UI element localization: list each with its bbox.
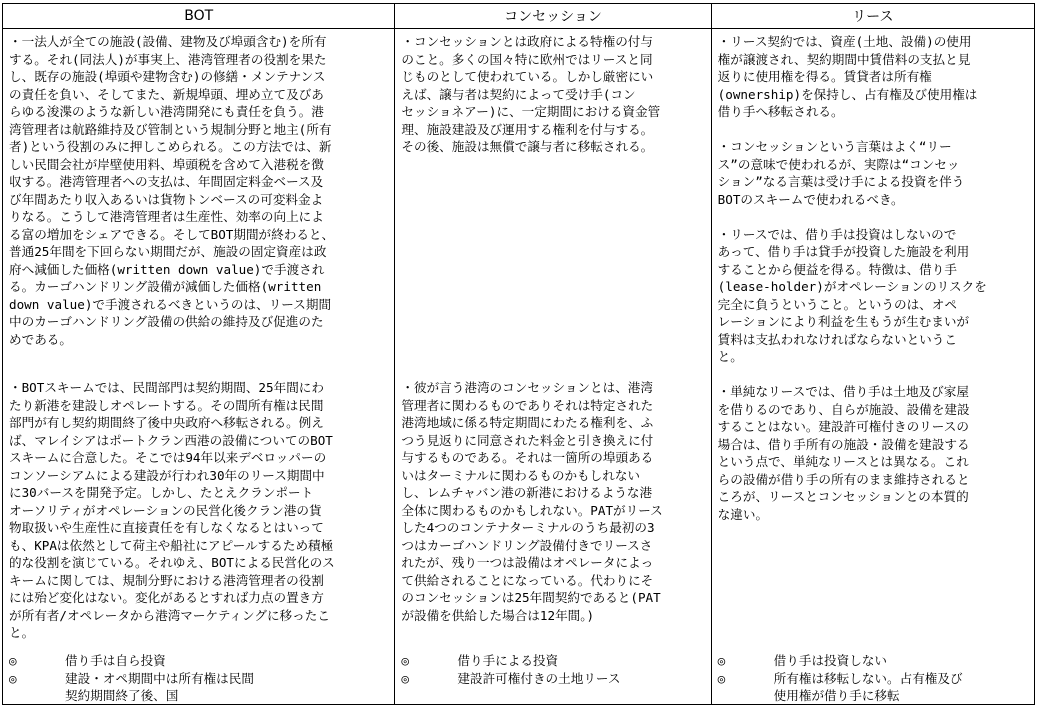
header-concession: コンセッション: [395, 4, 711, 29]
double-circle-icon: ◎: [9, 670, 17, 686]
text-line: することから便益を得る。特徴は、借り手: [717, 261, 957, 277]
text-line: スキームに合意した。そこでは94年以来デベロッパーの: [9, 450, 327, 465]
bullet-row: [9, 670, 390, 688]
text-line: の責任を負い、そしてまた、新規埠頭、埋め立て及びあ: [9, 86, 324, 102]
concession-para-2: [401, 379, 706, 624]
text-line: ば、マレイシアはポートクラン西港の設備についてのBOT: [9, 432, 333, 448]
bullet-row: [718, 652, 1030, 670]
double-circle-icon: ◎: [9, 653, 17, 668]
text-line: 賃料は支払われなければならないというこ: [717, 331, 957, 347]
text-line: 管理者に関わるものでありそれは特定された: [401, 397, 654, 413]
text-line: りなる。こうして港湾管理者は生産性、効率の向上によ: [9, 209, 324, 224]
double-circle-icon: ◎: [717, 653, 726, 668]
double-circle-icon: ◎: [401, 653, 409, 668]
text-line: ・彼が言う港湾のコンセッションとは、港湾: [401, 380, 653, 395]
text-line: も、KPAは依然として荷主や船社にアピールするため積極: [9, 537, 334, 553]
header-row: [3, 4, 1035, 29]
text-line: らゆる浚渫のような新しい港湾開発にも責任を負う。港: [9, 104, 324, 119]
text-line: 理、施設建設及び運用する権利を付与する。: [401, 121, 654, 137]
text-line: 返りに使用権を得る。賃貸者は所有権: [717, 69, 932, 84]
text-line: 収する。港湾管理者への支払は、年間固定料金ベース及: [9, 174, 324, 189]
text-line: れたが、残り一つは設備はオペレータによっ: [401, 555, 654, 570]
bullet-text: 契約期間終了後、国: [65, 688, 179, 703]
text-line: 的な役割を演じている。それゆえ、BOTによる民営化のス: [9, 555, 335, 570]
text-line: らの設備が借り手の所有のまま維持されると: [717, 471, 970, 487]
bullet-row: [9, 652, 390, 670]
text-line: することはない。建設許可権付きのリースの: [717, 419, 969, 434]
text-line: が設備を供給した場合は12年間。): [401, 607, 595, 623]
text-line: と。: [9, 625, 35, 640]
text-line: という点で、単純なリースとは異なる。これ: [717, 454, 969, 469]
lease-bullets: [718, 652, 1030, 705]
text-line: オーソリティがオペレーションの民営化後クラン港の貨: [9, 502, 322, 518]
text-line: 港湾地域に係る特定期間にわたる権利を、ふ: [401, 415, 654, 430]
paragraph-gap: [718, 121, 1030, 139]
paragraph-gap: [718, 208, 1030, 226]
text-line: あって、借り手は貸手が投資した施設を利用: [717, 244, 970, 259]
text-line: 府へ減価した価格(written down value)で手渡され: [9, 261, 325, 277]
bot-para-1: [3, 29, 394, 348]
text-line: セッショネアー)に、一定期間における資金管: [401, 104, 661, 119]
text-line: BOTのスキームで使われるべき。: [717, 191, 904, 207]
text-line: ころが、リースとコンセッションとの本質的: [717, 489, 969, 504]
text-line: 中のカーゴハンドリング設備の供給の維持及び促進のた: [9, 314, 324, 329]
text-line: つう見返りに同意された料金と引き換えに付: [401, 432, 654, 448]
text-line: ・リースでは、借り手は投資はしないので: [717, 226, 957, 242]
text-line: び年間あたり収入あるいは貨物トンベースの可変料金よ: [9, 191, 324, 207]
text-line: ス”の意味で使われるが、実際は“コンセッ: [717, 156, 960, 172]
header-lease: リース: [711, 4, 1034, 29]
text-line: が所有者/オペレータから港湾マーケティングに移ったこ: [9, 607, 330, 623]
text-line: いはターミナルに関わるものかもしれない: [401, 467, 641, 483]
text-line: と。: [717, 349, 743, 364]
text-line: のコンセッションは25年間契約であると(PAT: [401, 590, 661, 605]
text-line: キームに関しては、規制分野における港湾管理者の役割: [9, 572, 324, 588]
text-line: した4つのコンテナターミナルのうち最初の3: [401, 520, 655, 535]
text-line: し、レムチャバン港の新港におけるような港: [401, 485, 653, 500]
text-line: には殆ど変化はない。変化があるとすれば力点の置き方: [9, 590, 324, 605]
text-line: 完全に負うということ。というのは、オペ: [717, 296, 957, 312]
bullet-text: 借り手による投資: [457, 653, 559, 668]
text-line: 場合は、借り手所有の施設・設備を建設する: [717, 436, 970, 452]
text-line: レーションにより利益を生もうが生むまいが: [717, 314, 970, 329]
double-circle-icon: ◎: [717, 670, 726, 686]
text-line: 湾管理者は航路維持及び管制という規制分野と地主(所有: [9, 121, 332, 137]
text-line: ・コンセッションという言葉はよく“リー: [717, 139, 952, 154]
text-line: ・単純なリースでは、借り手は土地及び家屋: [717, 384, 969, 399]
header-bot: BOT: [3, 4, 395, 29]
text-line: えば、譲与者は契約によって受け手(コン: [401, 86, 636, 102]
text-line: 全体に関わるものかもしれない。PATがリース: [401, 502, 663, 518]
concession-bullets: [401, 652, 706, 687]
comparison-table: [2, 3, 1035, 705]
text-line: に30バースを開発予定。しかし、たとえクランポート: [9, 485, 314, 500]
text-line: のこと。多くの国々特に欧州ではリースと同: [401, 51, 653, 67]
bullet-text: 建設・オペ期間中は所有権は民間: [65, 670, 254, 686]
text-line: る。カーゴハンドリング設備が減価した価格(written: [9, 279, 322, 294]
text-line: コンソーシアムによる建設が行われ30年のリース期間中: [9, 467, 325, 483]
text-line: down value)で手渡されるべきというのは、リース期間: [9, 296, 332, 312]
text-line: て供給されることになっている。代わりにそ: [401, 572, 654, 588]
text-line: めである。: [9, 331, 72, 347]
lease-cell: [711, 29, 1034, 705]
paragraph-gap: [718, 366, 1030, 384]
bullet-text: 建設許可権付きの土地リース: [457, 670, 621, 686]
text-line: ・一法人が全ての施設(設備、建物及び埠頭含む)を所有: [9, 34, 327, 49]
bot-para-2: [9, 379, 390, 642]
text-line: を借りるのであり、自らが施設、設備を建設: [717, 401, 970, 417]
text-line: たり新港を建設しオペレートする。その間所有権は民間: [9, 397, 324, 413]
text-line: つはカーゴハンドリング設備付きでリースさ: [401, 537, 653, 553]
bullet-row: [718, 687, 1030, 705]
bullet-text: 借り手は自ら投資: [65, 653, 166, 668]
bot-bullets: [9, 652, 390, 705]
text-line: ・リース契約では、資産(土地、設備)の使用: [717, 34, 972, 49]
text-line: な違い。: [717, 506, 769, 522]
text-line: する。それ(同法人)が事実上、港湾管理者の役割を果た: [9, 51, 327, 67]
bullet-row: [401, 652, 706, 670]
bullet-row: [401, 670, 706, 688]
text-line: しい民間会社が岸壁使用料、埠頭税を含めて入港税を徴: [9, 156, 324, 172]
text-line: 部門が有し契約期間終了後中央政府へ移転される。例え: [9, 415, 324, 430]
text-line: (lease-holder)がオペレーションのリスクを: [717, 279, 987, 294]
text-line: 借り手へ移転される。: [717, 104, 844, 119]
text-line: ・コンセッションとは政府による特権の付与: [401, 34, 653, 49]
bullet-row: [9, 687, 390, 705]
text-line: 普通25年間を下回らない期間だが、施設の固定資産は政: [9, 244, 327, 259]
text-line: し、既存の施設(埠頭や建物含む)の修繕・メンテナンス: [9, 69, 326, 84]
concession-para-1: [395, 29, 710, 156]
text-line: 与するものである。それは一箇所の埠頭ある: [401, 450, 654, 465]
content-row: [3, 29, 1035, 705]
text-line: (ownership)を保持し、占有権及び使用権は: [717, 86, 978, 102]
text-line: 者)という役割のみに押しこめられる。この方法では、新: [9, 139, 332, 154]
lease-paras: [712, 29, 1034, 523]
bullet-text: 所有権は移転しない。占有権及び: [773, 670, 963, 686]
double-circle-icon: ◎: [401, 670, 409, 686]
bullet-row: [718, 670, 1030, 688]
bullet-text: 借り手は投資しない: [773, 653, 888, 668]
bot-cell: [3, 29, 395, 705]
text-line: 権が譲渡され、契約期間中賃借料の支払と見: [717, 51, 971, 67]
concession-cell: [395, 29, 711, 705]
text-line: その後、施設は無償で譲与者に移転される。: [401, 139, 654, 154]
text-line: ・BOTスキームでは、民間部門は契約期間、25年間にわ: [9, 380, 324, 395]
text-line: ション”なる言葉は受け手による投資を伴う: [717, 174, 965, 189]
bullet-text: 使用権が借り手に移転: [773, 688, 900, 703]
text-line: る富の増加をシェアできる。そしてBOT期間が終わると、: [9, 226, 335, 242]
text-line: 物取扱いや生産性に直接責任を有しなくなるとはいって: [9, 520, 324, 535]
text-line: じものとして使われている。しかし厳密にい: [401, 69, 654, 84]
